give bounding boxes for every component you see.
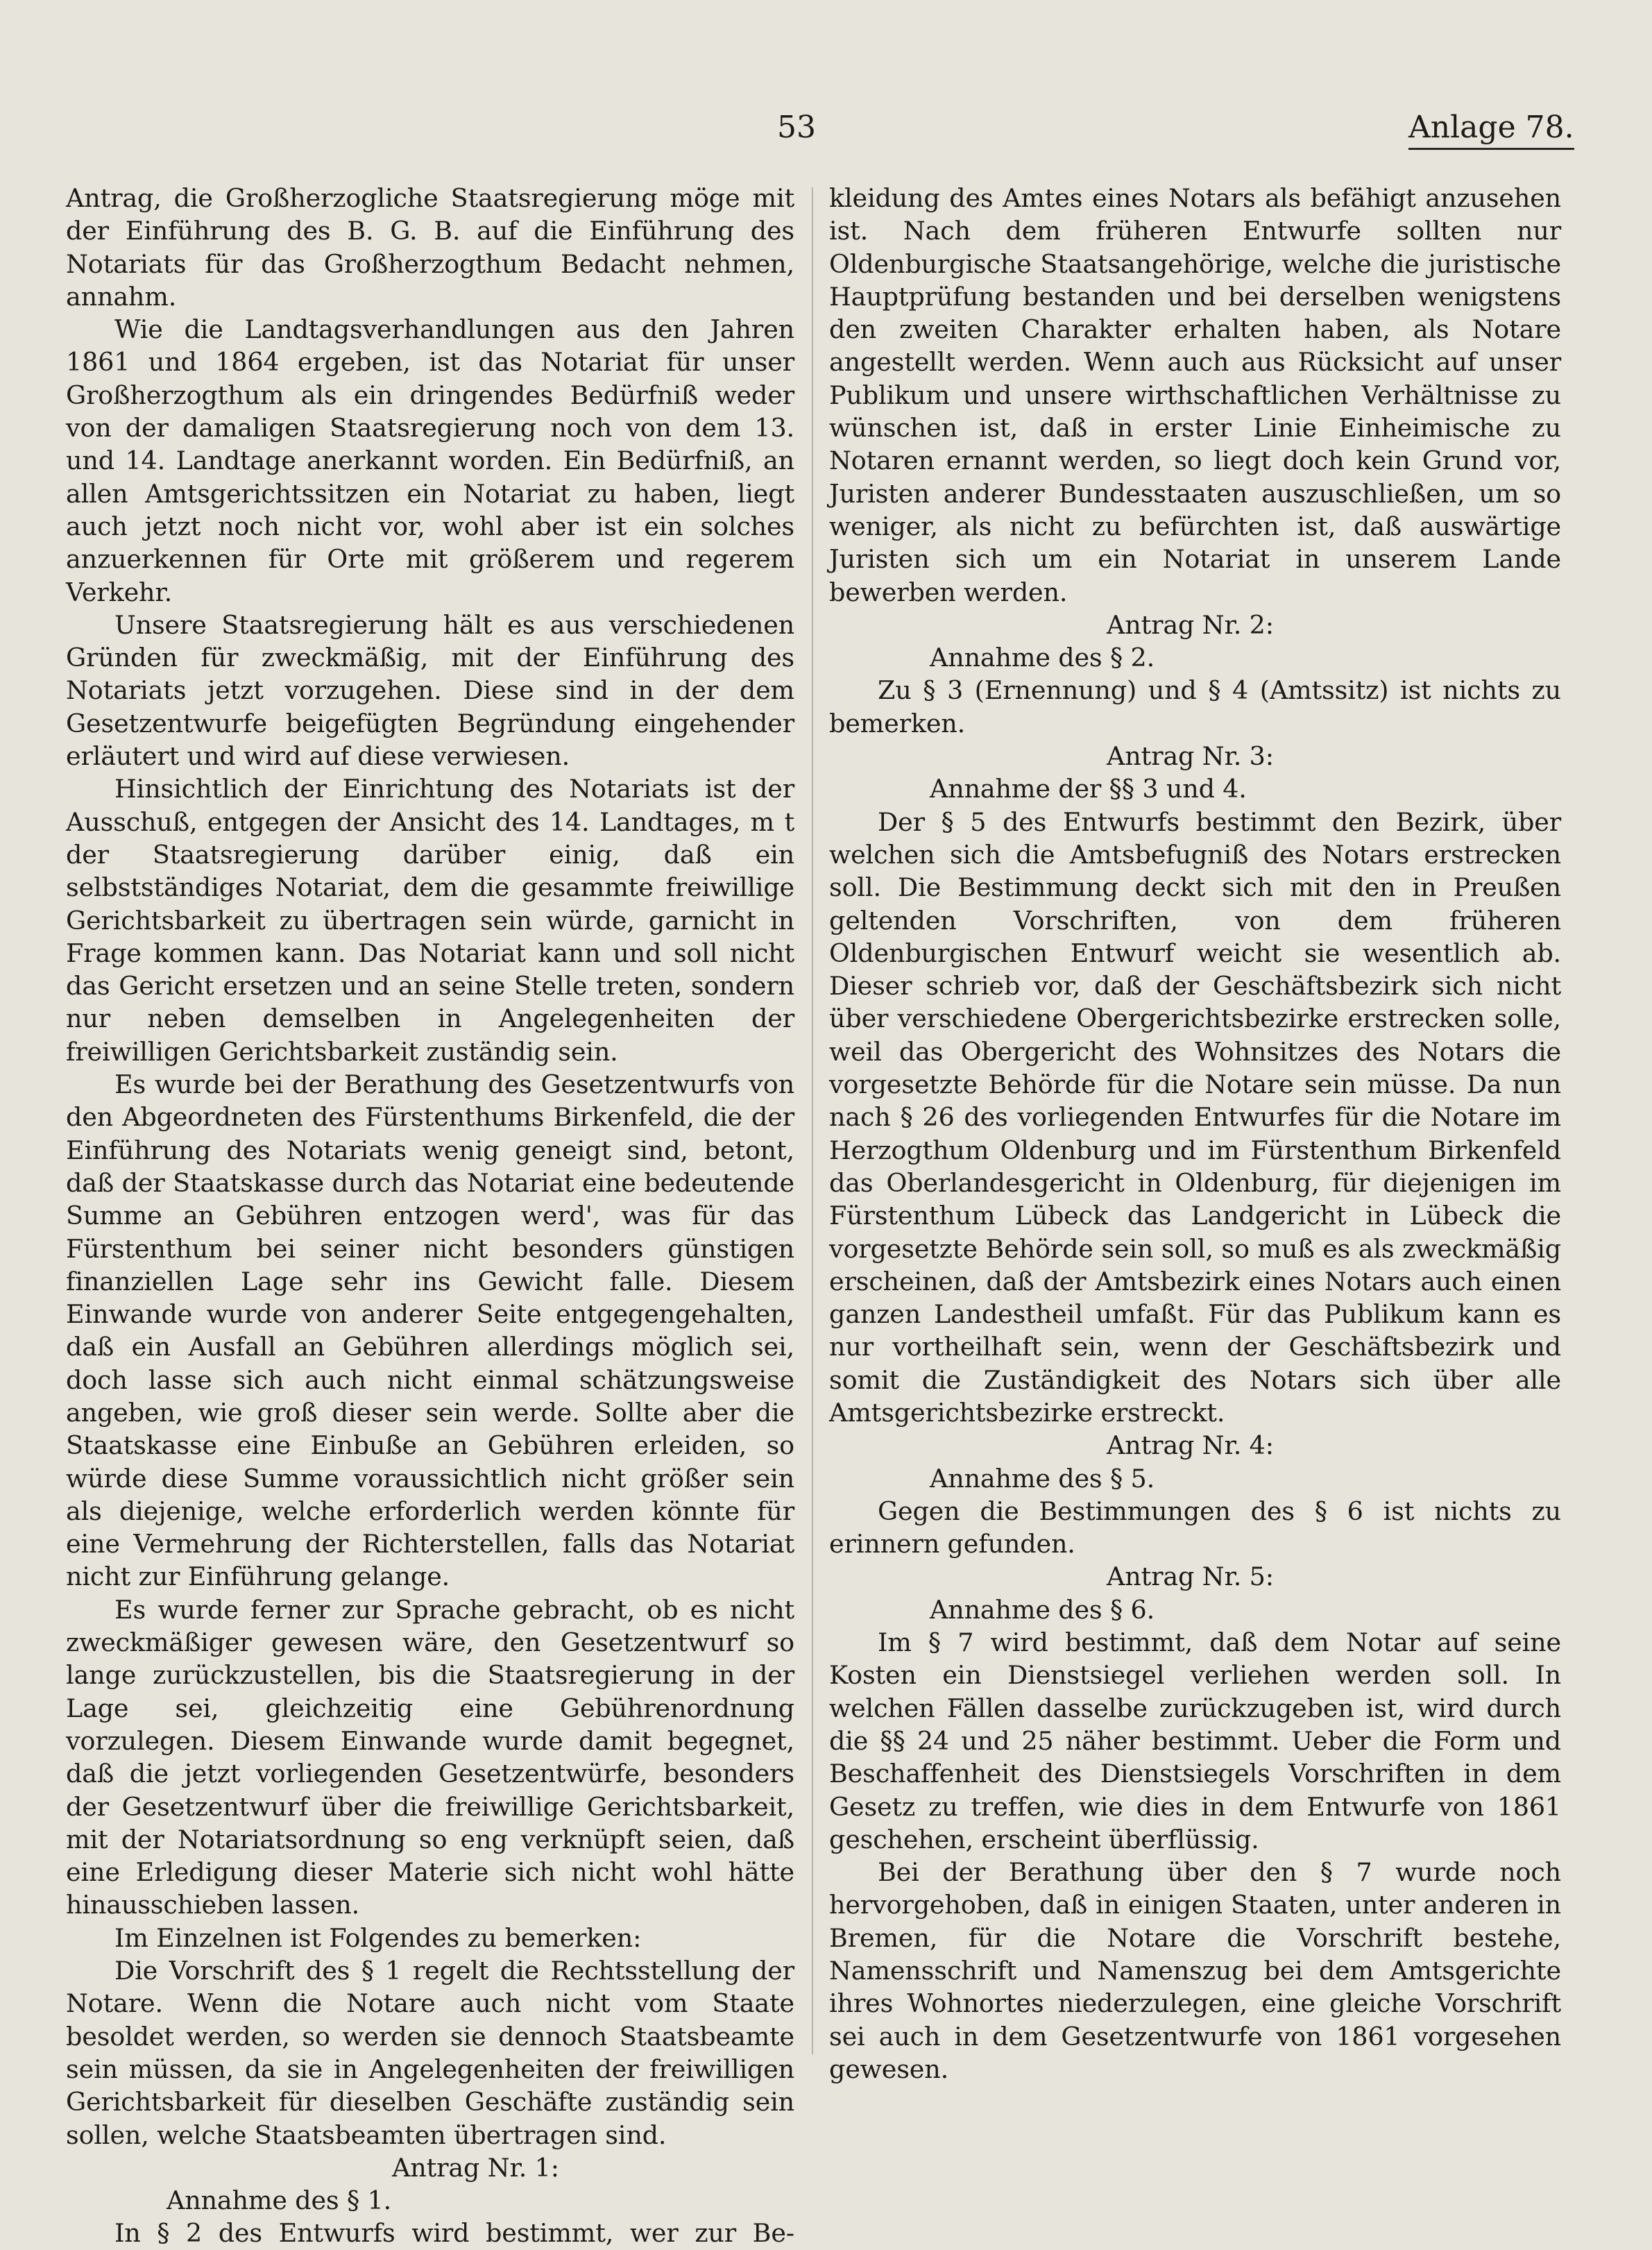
annex-label: Anlage 78. xyxy=(1408,110,1574,150)
right-column xyxy=(829,182,1561,2086)
paragraph: Gegen die Bestimmungen des § 6 ist nichts zu erinnern gefunden. xyxy=(829,1496,1561,1559)
motion-heading: Antrag Nr. 3: xyxy=(1107,741,1274,772)
paragraph: In § 2 des Entwurfs wird bestimmt, wer zur Be- xyxy=(114,2218,794,2249)
motion-resolution: Annahme des § 2. xyxy=(930,643,1155,673)
paragraph: Der § 5 des Entwurfs bestimmt den Bezirk, über welchen sich die Amtsbefugniß des Notars erstrecken soll. Die Bestimmung deckt sich mit den in Preußen geltenden Vorschriften, von dem früheren Oldenburgischen Entwurf weicht sie wesentlich ab. Dieser schrieb vor, daß der Geschäftsbezirk sich nicht über verschiedene Obergerichtsbezirke erstrecken solle, weil das Obergericht des Wohnsitzes des Notars die vorgesetzte Behörde für die Notare sein müsse. Da nun nach § 26 des vorliegenden Entwurfes für die Notare im Herzogthum Oldenburg und im Fürstenthum Birkenfeld das Oberlandesgericht in Oldenburg, für diejenigen im Fürstenthum Lübeck das Landgericht in Lübeck die vorgesetzte Behörde sein soll, so muß es als zweckmäßig erscheinen, daß der Amtsbezirk eines Notars auch einen ganzen Landestheil umfaßt. Für das Publikum kann es nur vortheilhaft sein, wenn der Geschäftsbezirk und somit die Zuständigkeit des Notars sich über alle Amtsgerichtsbezirke erstreckt. xyxy=(829,806,1561,1428)
paragraph: Bei der Berathung über den § 7 wurde noch hervorgehoben, daß in einigen Staaten, unter anderen in Bremen, für die Notare die Vorschrift bestehe, Namensschrift und Namenszug bei dem Amtsgerichte ihres Wohnortes niederzulegen, eine gleiche Vorschrift sei auch in dem Gesetzentwurfe von 1861 vorgesehen gewesen. xyxy=(829,1857,1561,2084)
paragraph: Es wurde ferner zur Sprache gebracht, ob es nicht zweckmäßiger gewesen wäre, den Gesetzentwurf so lange zurückzustellen, bis die Staatsregierung in der Lage sei, gleichzeitig eine Gebührenordnung vorzulegen. Diesem Einwande wurde damit begegnet, daß die jetzt vorliegenden Gesetzentwürfe, besonders der Gesetzentwurf über die freiwillige Gerichtsbarkeit, mit der Notariatsordnung so eng verknüpft seien, daß eine Erledigung dieser Materie sich nicht wohl hätte hinausschieben lassen. xyxy=(66,1594,794,1920)
motion-heading: Antrag Nr. 2: xyxy=(1107,609,1274,640)
page-number: 53 xyxy=(777,110,816,145)
paragraph: Es wurde bei der Berathung des Gesetzentwurfs von den Abgeordneten des Fürstenthums Birkenfeld, die der Einführung des Notariats wenig geneigt sind, betont, daß der Staatskasse durch das Notariat eine bedeutende Summe an Gebühren entzogen werd', was für das Fürstenthum bei seiner nicht besonders günstigen finanziellen Lage sehr ins Gewicht falle. Diesem Einwande wurde von anderer Seite entgegengehalten, daß ein Ausfall an Gebühren allerdings möglich sei, doch lasse sich auch nicht einmal schätzungsweise angeben, wie groß dieser sein werde. Sollte aber die Staatskasse eine Einbuße an Gebühren erleiden, so würde diese Summe voraussichtlich nicht größer sein als diejenige, welche erforderlich werden könnte für eine Vermehrung der Richterstellen, falls das Notariat nicht zur Einführung gelange. xyxy=(66,1069,794,1592)
paragraph: Zu § 3 (Ernennung) und § 4 (Amtssitz) ist nichts zu bemerken. xyxy=(829,675,1561,738)
paragraph: Hinsichtlich der Einrichtung des Notariats ist der Ausschuß, entgegen der Ansicht des 14. Landtages, m t der Staatsregierung darüber einig, daß ein selbstständiges Notariat, dem die gesammte freiwillige Gerichtsbarkeit zu übertragen sein würde, garnicht in Frage kommen kann. Das Notariat kann und soll nicht das Gericht ersetzen und an seine Stelle treten, sondern nur neben demselben in Angelegenheiten der freiwilligen Gerichtsbarkeit zuständig sein. xyxy=(66,774,794,1067)
paragraph: Im § 7 wird bestimmt, daß dem Notar auf seine Kosten ein Dienstsiegel verliehen werden soll. In welchen Fällen dasselbe zurückzugeben ist, wird durch die §§ 24 und 25 näher bestimmt. Ueber die Form und Beschaffenheit des Dienstsiegels Vorschriften in dem Gesetz zu treffen, wie dies in dem Entwurfe von 1861 geschehen, erscheint überflüssig. xyxy=(829,1627,1561,1854)
paragraph: Die Vorschrift des § 1 regelt die Rechtsstellung der Notare. Wenn die Notare auch nicht vom Staate besoldet werden, so werden sie dennoch Staatsbeamte sein müssen, da sie in Angelegenheiten der freiwilligen Gerichtsbarkeit für dieselben Geschäfte zuständig sein sollen, welche Staatsbeamten übertragen sind. xyxy=(66,1956,794,2150)
left-column xyxy=(66,182,794,2250)
motion-resolution: Annahme der §§ 3 und 4. xyxy=(930,774,1247,804)
motion-heading: Antrag Nr. 4: xyxy=(1107,1430,1274,1461)
paragraph: Unsere Staatsregierung hält es aus verschiedenen Gründen für zweckmäßig, mit der Einführung des Notariats jetzt vorzugehen. Diese sind in der dem Gesetzentwurfe beigefügten Begründung eingehender erläutert und wird auf diese verwiesen. xyxy=(66,609,794,772)
motion-resolution: Annahme des § 5. xyxy=(930,1463,1155,1494)
motion-heading: Antrag Nr. 5: xyxy=(1107,1562,1274,1592)
motion-heading: Antrag Nr. 1: xyxy=(392,2152,559,2183)
paragraph: Wie die Landtagsverhandlungen aus den Jahren 1861 und 1864 ergeben, ist das Notariat für unser Großherzogthum als ein dringendes Bedürfniß weder von der damaligen Staatsregierung noch von dem 13. und 14. Landtage anerkannt worden. Ein Bedürfniß, an allen Amtsgerichtssitzen ein Notariat zu haben, liegt auch jetzt noch nicht vor, wohl aber ist ein solches anzuerkennen für Orte mit größerem und regerem Verkehr. xyxy=(66,314,794,607)
motion-resolution: Annahme des § 1. xyxy=(167,2185,392,2216)
paragraph: Antrag, die Großherzogliche Staatsregierung möge mit der Einführung des B. G. B. auf die Einführung des Notariats für das Großherzogthum Bedacht nehmen, annahm. xyxy=(66,183,794,312)
column-divider xyxy=(812,187,813,2054)
paragraph: Im Einzelnen ist Folgendes zu bemerken: xyxy=(114,1922,642,1953)
motion-resolution: Annahme des § 6. xyxy=(930,1594,1155,1625)
paragraph: kleidung des Amtes eines Notars als befähigt anzusehen ist. Nach dem früheren Entwurfe sollten nur Oldenburgische Staatsangehörige, welche die juristische Hauptprüfung bestanden und bei derselben wenigstens den zweiten Charakter erhalten haben, als Notare angestellt werden. Wenn auch aus Rücksicht auf unser Publikum und unsere wirthschaftlichen Verhältnisse zu wünschen ist, daß in erster Linie Einheimische zu Notaren ernannt werden, so liegt doch kein Grund vor, Juristen anderer Bundesstaaten auszuschließen, um so weniger, als nicht zu befürchten ist, daß auswärtige Juristen sich um ein Notariat in unserem Lande bewerben werden. xyxy=(829,183,1561,607)
